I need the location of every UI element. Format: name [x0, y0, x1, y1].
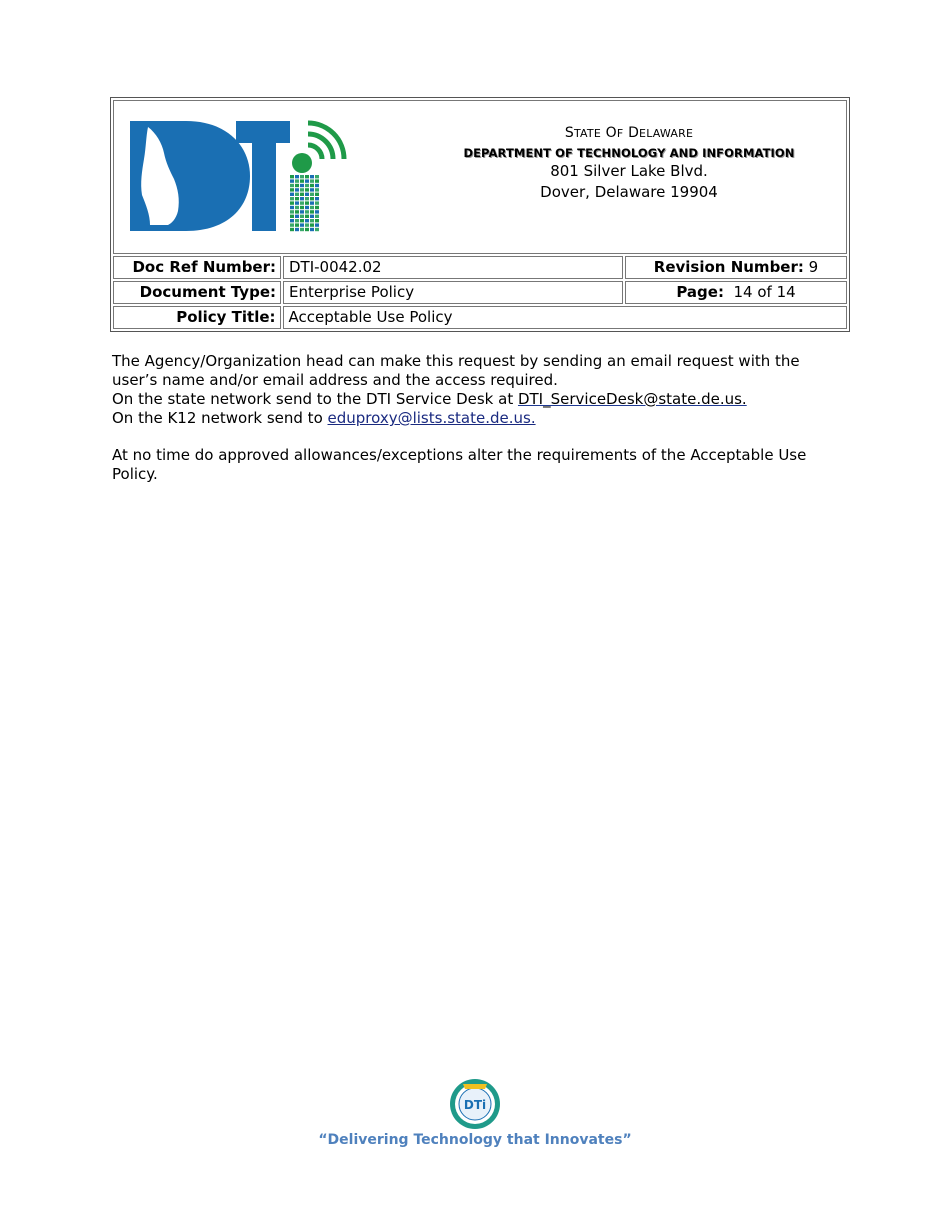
meta-row-doc-type [113, 281, 847, 304]
page-cell [625, 281, 847, 304]
dti-logo [128, 119, 352, 233]
k12-network-line: On the K12 network send to eduproxy@lists.state.de.us. [112, 409, 536, 427]
revision-label: Revision Number: [653, 258, 804, 276]
address-line1: 801 Silver Lake Blvd. [550, 162, 708, 180]
address-line2: Dover, Delaware 19904 [540, 183, 718, 201]
meta-row-doc-ref [113, 256, 847, 279]
document-header [110, 97, 850, 332]
meta-row-title [113, 306, 847, 329]
doc-type-label: Document Type: [113, 281, 281, 304]
revision-cell [625, 256, 847, 279]
organization-info [444, 125, 814, 202]
request-paragraph: The Agency/Organization head can make this request by sending an email request with the user’s name and/or email address and the access required. [112, 352, 800, 389]
doc-ref-value: DTI-0042.02 [283, 256, 623, 279]
revision-value: 9 [808, 258, 819, 276]
dti-seal-icon [449, 1078, 501, 1130]
state-network-line: On the state network send to the DTI Service Desk at DTI_ServiceDesk@state.de.us. [112, 390, 747, 408]
state-name: STATE OF DELAWARE [564, 125, 694, 141]
eduproxy-email-link[interactable]: eduproxy@lists.state.de.us. [327, 409, 536, 427]
footer-tagline: “Delivering Technology that Innovates” [318, 1132, 632, 1148]
service-desk-email-link[interactable]: DTI_ServiceDesk@state.de.us. [517, 390, 747, 408]
doc-type-value: Enterprise Policy [283, 281, 623, 304]
page-label: Page: [676, 283, 724, 301]
doc-ref-label: Doc Ref Number: [113, 256, 281, 279]
page-value: 14 of 14 [733, 283, 796, 301]
policy-title-label: Policy Title: [113, 306, 281, 329]
allowances-paragraph: At no time do approved allowances/exceptions alter the requirements of the Acceptable Use Policy. [112, 446, 807, 483]
department-name: DEPARTMENT OF TECHNOLOGY AND INFORMATION [463, 146, 795, 160]
svg-text:DTi: DTi [463, 1098, 487, 1112]
policy-title-value: Acceptable Use Policy [283, 306, 847, 329]
header-logo-cell [113, 100, 847, 254]
document-body [112, 352, 842, 484]
